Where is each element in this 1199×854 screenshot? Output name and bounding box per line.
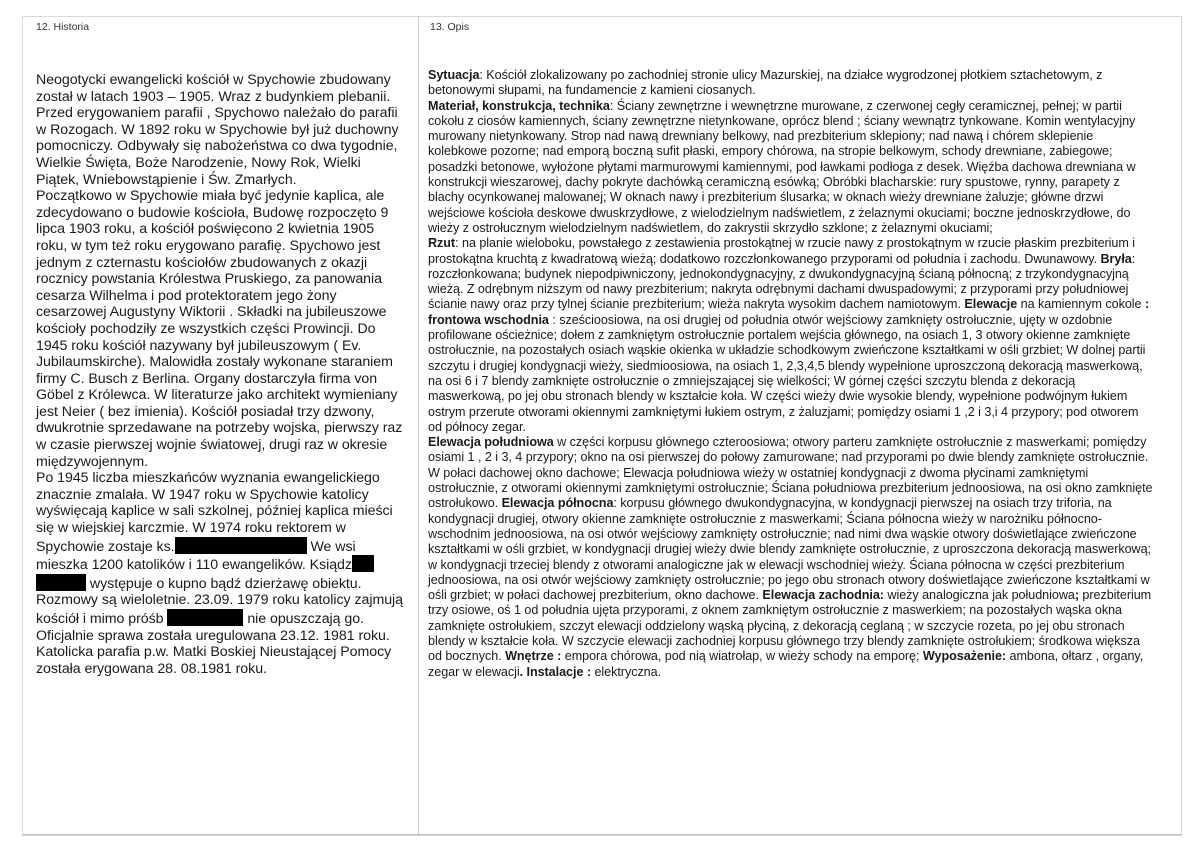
furnishing-label: Wyposażenie: <box>922 649 1007 664</box>
south-elevation-text: w części korpusu głównego czteroosiowa; otwory parteru zamknięte ostrołucznie z maswerkami; pomiędzy osiami 1 , 2 i 3, 4 przypory; okno na osi pierwszej do połowy zamurowane; nad przyporami po dwie blendy zamknięte ostrołucznie. W połaci dachowej okno dachowe; Elewacja południowa wieży w ostatniej kondygnacji z dwoma płycinami zamkniętymi ostrołucznie, z otworami okiennymi zamkniętymi ostrołucznie; Ściana południowa prezbiterium jednoosiowa, na osi okno zamknięte ostrołukowo. <box>428 435 1153 511</box>
history-column <box>36 72 404 677</box>
north-elevation-label: Elewacja północna <box>501 496 614 511</box>
separator: ; <box>1074 588 1079 603</box>
east-elevation-label: : frontowa wschodnia <box>428 297 1150 327</box>
history-text-segment: We wsi mieszka 1200 katolików i 110 ewangelików. Ksiądz <box>36 538 356 574</box>
material-label: Materiał, konstrukcja, technika <box>428 98 610 113</box>
elevations-paragraph <box>428 435 1154 680</box>
north-elevation-text: : korpusu głównego dwukondygnacyjna, w kondygnacji pierwszej na osiach trzy triforia, na kondygnacji drugiej, otwory okienne zamknięte ostrołucznie z maswerkami; Ściana północna wieży w narożniku północno- wschodnim jednoosiowa, na osi otwór wejściowy zamknięty ostrołucznie; nad nimi dwa wąskie otwory doświetlające zwieńczone kształtkami w ośli grzbiet, w kondygnacji drugiej wieży dwie blendy zamknięte ostrołucznie, z uproszczona dekoracją maswerkową; w kondygnacji trzeciej blendy z otworami analogiczne jak w elewacji wschodniej wieży. Ściana północna w części prezbiterium jednoosiowa, na osi otwór wejściowy zamknięty ostrołucznie; po jego obu stronach otwory doświetlające zwieńczone kształtkami w ośli grzbiet; w połaci dachowej prezbiterium, okno dachowe. <box>428 496 1152 603</box>
furnishing-text: ambona, ołtarz , organy, zegar w elewacji <box>428 649 1144 679</box>
south-elevation-label: Elewacja południowa <box>428 435 554 450</box>
west-elevation-text-2: prezbiterium trzy osiowe, oś 1 od południa ujęta przyporami, z oknem zamkniętym ostrołucznie z maswerkiem; na pozostałych wąska okna zamknięte ostrołukiem, szczyt elewacji oddzielony wąską płyciną, z dekoracją ceglaną ; w szczycie rozeta, po jej obu stronach blendy w kształcie koła. W szczycie elewacji zachodniej korpusu głównego trzy blendy zamknięte ostrołukiem; środkowa większa od bocznych. <box>428 588 1152 664</box>
west-elevation-label: Elewacja zachodnia: <box>762 588 884 603</box>
history-text-segment: nie opuszczają go. Oficjalnie sprawa została uregulowana 23.12. 1981 roku. Katolicka parafia p.w. Matki Boskiej Nieustającej Pomocy została erygowana 28. 08.1981 roku. <box>36 611 392 677</box>
material-text: : Ściany zewnętrzne i wewnętrzne murowane, z czerwonej cegły ceramicznej, pełnej; w partii cokołu z ciosów kamiennych, ściany zewnętrzne nietynkowane, oprócz blend ; ściany wewnątrz tynkowane. Komin wentylacyjny murowany nietynkowany. Strop nad nawą drewniany belkowy, nad prezbiterium sklepiony; nad nawą i chórem sklepienie kolebkowe pozorne; nad emporą boczną sufit płaski, empory chórowa, na stropie belkowym, schody drewniane, zabiegowe; posadzki betonowe, wyłożone płytami marmurowymi kamiennymi, pod ławkami podłoga z desek. Więźba dachowa drewniana w konstrukcji wieszarowej, dachy pokryte dachówką ceramiczną esówką; Obróbki blacharskie: rury spustowe, rynny, parapety z blachy ocynkowanej malowanej; W oknach nawy i prezbiterium ślusarka; w oknach wieży drewniane żaluzje; główne drzwi wejściowe kościoła deskowe dwuskrzydłowe, z wielodzielnym nadświetlem, z żelaznymi okuciami; boczne jednoskrzydłowe, do wieży z ostrołucznym wielodzielnym nadświetlem, do zakrystii skrzydło szklone; z żelaznymi okuciami; <box>428 98 1136 235</box>
interior-label: Wnętrze : <box>505 649 562 664</box>
bottom-rule <box>22 834 1182 835</box>
installations-text: elektryczna. <box>591 664 662 679</box>
history-text-segment: występuje o kupno bądź dzierżawę obiektu. Rozmowy są wieloletnie. 23.09. 1979 roku katolicy zajmują kościół i mimo próśb <box>36 575 403 627</box>
west-elevation-text: wieży analogiczna jak południowa <box>883 588 1075 603</box>
east-elevation-text: : sześcioosiowa, na osi drugiej od południa otwór wejściowy zamknięty ostrołucznie, ujęty w ozdobnie profilowane ościeżnice; dołem z zamkniętym ostrołucznie portalem wejścia głównego, na osiach 1, 3 otwory okienne zamknięte ostrołucznie, na pozostałych osiach wąskie okienka w układzie schodkowym zwieńczone kształtkami w ośli grzbiet; W dolnej partii szczytu i drugiej kondygnacji wieży, siedmioosiowa, na osiach 1, 2,3,4,5 blendy wypełnione uproszczoną dekoracją maswerkową, na osi 6 i 7 blendy zamknięte ostrołucznie o zmniejszającej się wielkości; W górnej części szczytu blenda z dekoracją maswerkową, po jej obu stronach blendy w kształcie koła. W części wieży dwie wysokie blendy, wypełnione podwójnym łukiem ostrym przerute otworami okiennymi zamkniętymi łukiem ostrym, z żaluzjami; pomiędzy osiami 1 ,2 i 3,i 4 przypory; pod otworem od północy zegar. <box>428 312 1146 434</box>
plan-label: Rzut <box>428 236 456 251</box>
description-column <box>428 68 1154 680</box>
situation-paragraph <box>428 68 1154 99</box>
redaction-block <box>175 537 307 554</box>
redaction-block <box>167 609 243 626</box>
situation-label: Sytuacja <box>428 68 480 82</box>
interior-text: empora chórowa, pod nią wiatrołap, w wieży schody na emporę; <box>561 649 923 664</box>
column-divider <box>418 16 419 836</box>
situation-text: : Kościół zlokalizowany po zachodniej stronie ulicy Mazurskiej, na działce wygrodzonej płotkiem sztachetowym, z betonowymi słupami, na fundamencie z kamieni ciosanych. <box>428 68 1103 98</box>
redaction-block <box>36 574 86 591</box>
massing-label: Bryła <box>1100 251 1132 266</box>
material-paragraph <box>428 99 1154 237</box>
section-header-description: 13. Opis <box>430 21 470 33</box>
plan-paragraph <box>428 236 1154 435</box>
history-text-segment: Po 1945 liczba mieszkańców wyznania ewangelickiego znacznie zmalała. W 1947 roku w Spychowie katolicy wyświęcają kaplice w sali szkolnej, później kaplica mieści się w wiejskiej karczmie. W 1974 roku rektorem w Spychowie zostaje ks. <box>36 470 393 555</box>
redaction-block <box>352 555 374 572</box>
massing-text: : rozczłonkowana; budynek niepodpiwniczony, jednokondygnacyjny, z dwukondygnacyjną ścianą północną; z trzykondygnacyjną wieżą. Z odrębnym niższym od nawy prezbiterium; nakryta odrębnymi dachami dwuspadowymi; z przyporami przy południowej ścianie nawy oraz przy tylnej ścianie prezbiterium; wieża nakryta wysokim dachem namiotowym. <box>428 251 1136 312</box>
section-header-history: 12. Historia <box>36 21 90 33</box>
elevations-label: Elewacje <box>964 297 1018 312</box>
plan-text: : na planie wieloboku, powstałego z zestawienia prostokątnej w rzucie nawy z prostokątnym w rzucie płaskim prezbiterium i prostokątna kruchtą z kwadratową wieżą; dodatkowo rozczłonkowanego przyporami od południa i zachodu. Dwunawowy. <box>428 236 1136 266</box>
history-paragraph-2: Początkowo w Spychowie miała być jedynie kaplica, ale zdecydowano o budowie kościoła, Budowę rozpoczęto 9 lipca 1903 roku, a kościół poświęcono 2 kwietnia 1905 roku, w tym też roku erygowano parafię. Spychowo jest jednym z czternastu kościołów zbudowanych z okazji rocznicy powstania Królestwa Pruskiego, za panowania cesarza Wilhelma i pod protektoratem jego żony cesarzowej Augustyny Wiktorii . Składki na jubileuszowe kościoły pochodziły ze wszystkich części Prowincji. Do 1945 roku kościół nazywany był jubileuszowym ( Ev. Jubilaumskirche). Malowidła zostały wykonane staraniem firmy C. Busch z Berlina. Organy dostarczyła firma von Göbel z Królewca. W literaturze jako architekt wymieniany jest Neier ( bez imienia). Kościół posiadał trzy dzwony, dwukrotnie sprzedawane na potrzeby wojska, pierwszy raz w czasie pierwszej wojnie światowej, drugi raz w okresie międzywojennym. <box>36 188 403 470</box>
history-paragraph-3 <box>36 470 404 677</box>
history-paragraph-1: Neogotycki ewangelicki kościół w Spychowie zbudowany został w latach 1903 – 1905. Wraz z budynkiem plebanii. Przed erygowaniem parafii , Spychowo należało do parafii w Rozogach. W 1892 roku w Spychowie był już duchowny pomocniczy. Odbywały się nabożeństwa co dwa tygodnie, Wielkie Święta, Boże Narodzenie, Nowy Rok, Wielki Piątek, Wniebowstąpienie i Św. Zmarłych. <box>36 72 399 188</box>
installations-label: . Instalacje : <box>519 664 591 679</box>
elevations-text: na kamiennym cokole <box>1017 297 1145 312</box>
